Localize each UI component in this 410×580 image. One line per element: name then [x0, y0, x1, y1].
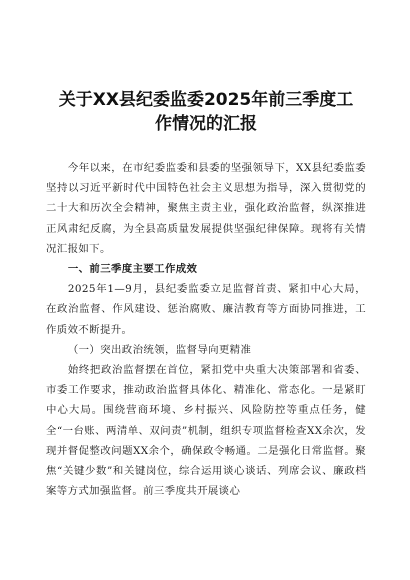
title-line-1: 关于XX县纪委监委2025年前三季度工: [58, 90, 354, 110]
subsection-1-paragraph: 始终把政治监督摆在首位，紧扣党中央重大决策部署和省委、市委工作要求，推动政治监督具体化、精准化、常态化。一是紧盯中心大局。围绕营商环境、乡村振兴、风险防控等重点任务，健全“一台账、两清单、双问责”机制，组织专项监督检查XX余次，发现并督促整改问题XX余个，确保政令畅通。二是强化日常监督。聚焦“关键少数”和关键岗位，综合运用谈心谈话、列席会议、廉政档案等方式加强监督。前三季度共开展谈心: [46, 364, 366, 498]
title-line-2: 作情况的汇报: [155, 114, 257, 134]
intro-paragraph: 今年以来，在市纪委监委和县委的坚强领导下，XX县纪委监委坚持以习近平新时代中国特色社会主义思想为指导，深入贯彻党的二十大和历次全会精神，聚焦主责主业，强化政治监督，纵深推进正风肃纪反腐，为全县高质量发展提供坚强纪律保障。现将有关情况汇报如下。: [46, 162, 366, 255]
document-title: [46, 0, 366, 136]
section-1-paragraph: 2025年1—9月，县纪委监委立足监督首责、紧扣中心大局，在政治监督、作风建设、惩治腐败、廉洁教育等方面协同推进，工作质效不断提升。: [46, 283, 366, 336]
section-1-heading: 一、前三季度主要工作成效: [67, 263, 198, 276]
subsection-1-heading: （一）突出政治统领，监督导向更精准: [67, 343, 252, 356]
document-body: [46, 158, 366, 501]
